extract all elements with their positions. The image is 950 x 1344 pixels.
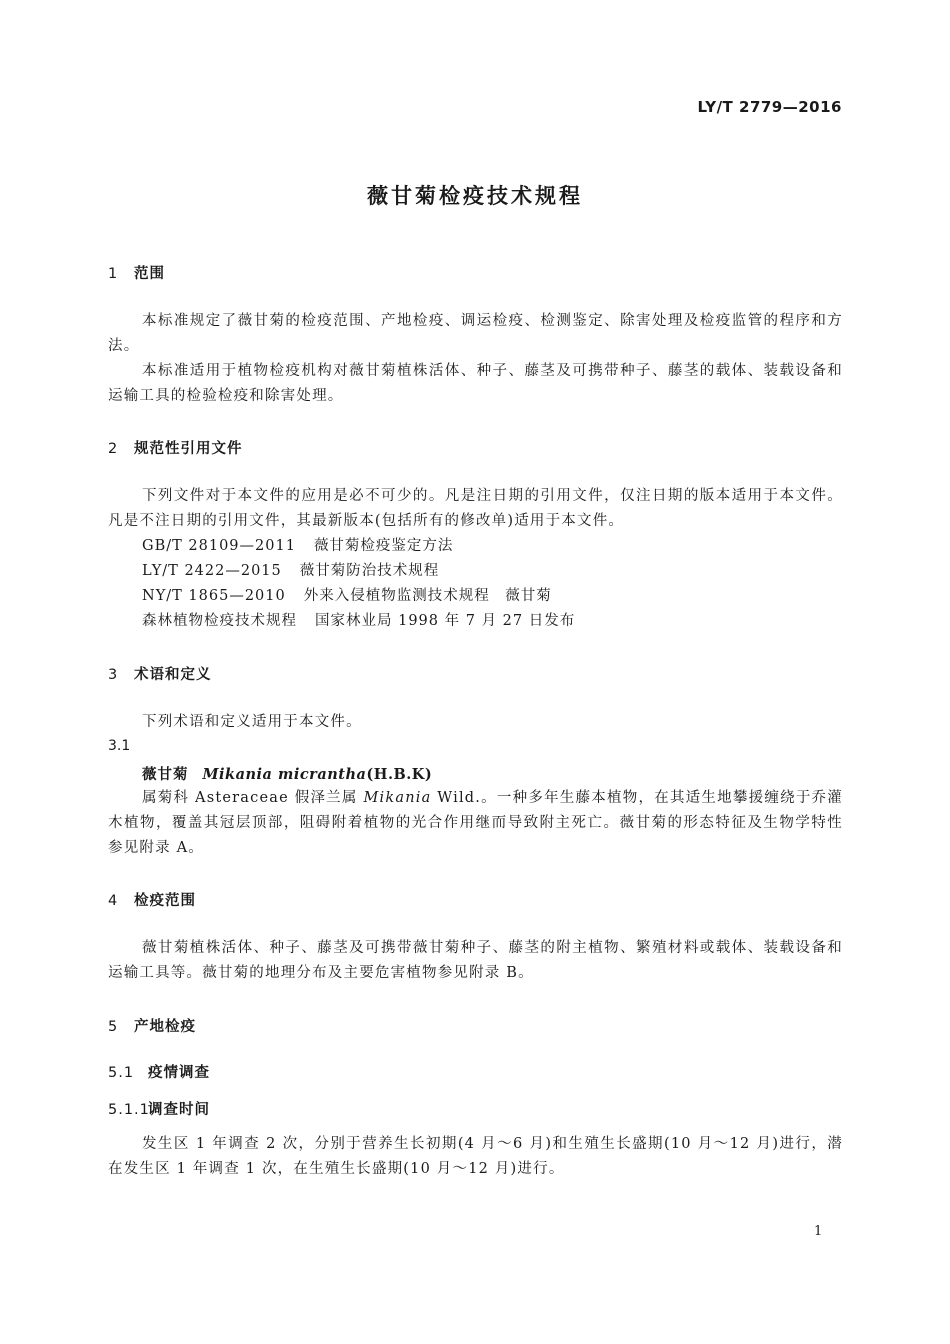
document-title: 薇甘菊检疫技术规程 (367, 184, 583, 208)
reference-title: 国家林业局 1998 年 7 月 27 日发布 (315, 613, 576, 629)
definition-text: 属菊科 Asteraceae 假泽兰属 (142, 790, 364, 806)
section-title: 术语和定义 (134, 667, 212, 683)
section-1-paragraph-2: 本标准适用于植物检疫机构对薇甘菊植株活体、种子、藤茎及可携带种子、藤茎的载体、装载设备和运输工具的检验检疫和除害处理。 (108, 363, 843, 404)
section-title: 规范性引用文件 (134, 441, 243, 457)
section-4-paragraph-1: 薇甘菊植株活体、种子、藤茎及可携带薇甘菊种子、藤茎的附主植物、繁殖材料或载体、装载设备和运输工具等。薇甘菊的地理分布及主要危害植物参见附录 B。 (108, 940, 843, 981)
subsection-5-1-1-heading (108, 1098, 210, 1119)
page-number: 1 (814, 1224, 823, 1239)
section-5-heading (108, 1015, 196, 1036)
section-title: 疫情调查 (148, 1065, 210, 1081)
term-authority: (H.B.K) (366, 766, 433, 783)
reference-item (142, 609, 575, 634)
section-1-paragraph-1: 本标准规定了薇甘菊的检疫范围、产地检疫、调运检疫、检测鉴定、除害处理及检疫监管的程序和方法。 (108, 313, 843, 354)
reference-code: LY/T 2422—2015 (142, 563, 282, 579)
term-chinese-name: 薇甘菊 (142, 767, 189, 783)
reference-code: 森林植物检疫技术规程 (142, 613, 297, 629)
reference-title: 薇甘菊检疫鉴定方法 (313, 538, 454, 554)
term-entry (142, 763, 432, 784)
term-definition (108, 786, 843, 861)
reference-title: 薇甘菊防治技术规程 (299, 563, 440, 579)
section-number: 5.1 (108, 1065, 135, 1081)
reference-code: GB/T 28109—2011 (142, 538, 296, 554)
reference-title: 外来入侵植物监测技术规程 薇甘菊 (303, 588, 552, 604)
section-2-paragraph-1: 下列文件对于本文件的应用是必不可少的。凡是注日期的引用文件，仅注日期的版本适用于本文件。凡是不注日期的引用文件，其最新版本(包括所有的修改单)适用于本文件。 (108, 488, 843, 529)
subsection-5-1-1-paragraph: 发生区 1 年调查 2 次，分别于营养生长初期(4 月～6 月)和生殖生长盛期(10 月～12 月)进行，潜在发生区 1 年调查 1 次，在生殖生长盛期(10 月～12 月)进行。 (108, 1136, 843, 1177)
section-title: 产地检疫 (134, 1019, 196, 1035)
term-number: 3.1 (108, 738, 131, 754)
reference-code: NY/T 1865—2010 (142, 588, 286, 604)
section-title: 范围 (134, 266, 165, 282)
section-3-heading (108, 663, 212, 684)
section-number: 1 (108, 266, 119, 282)
section-title: 调查时间 (148, 1102, 210, 1118)
section-number: 5 (108, 1019, 119, 1035)
section-number: 4 (108, 893, 119, 909)
reference-item (142, 534, 453, 559)
definition-text: Wild.。一种多年生藤本植物，在其适生地攀援缠绕于乔灌木植物，覆盖其冠层顶部，阻碍附着植物的光合作用继而导致附主死亡。薇甘菊的形态特征及生物学特性参见附录 A。 (108, 790, 843, 856)
section-title: 检疫范围 (134, 893, 196, 909)
section-2-heading (108, 437, 243, 458)
term-scientific-name: Mikania micrantha (202, 766, 367, 783)
section-number: 2 (108, 441, 119, 457)
reference-item (142, 584, 552, 609)
section-number: 5.1.1 (108, 1102, 150, 1118)
section-4-heading (108, 889, 196, 910)
section-1-heading (108, 262, 165, 283)
section-3-paragraph-1: 下列术语和定义适用于本文件。 (142, 714, 362, 730)
standard-code: LY/T 2779—2016 (697, 98, 842, 116)
section-number: 3 (108, 667, 119, 683)
genus-name: Mikania (363, 790, 432, 806)
reference-item (142, 559, 439, 584)
subsection-5-1-heading (108, 1061, 210, 1082)
